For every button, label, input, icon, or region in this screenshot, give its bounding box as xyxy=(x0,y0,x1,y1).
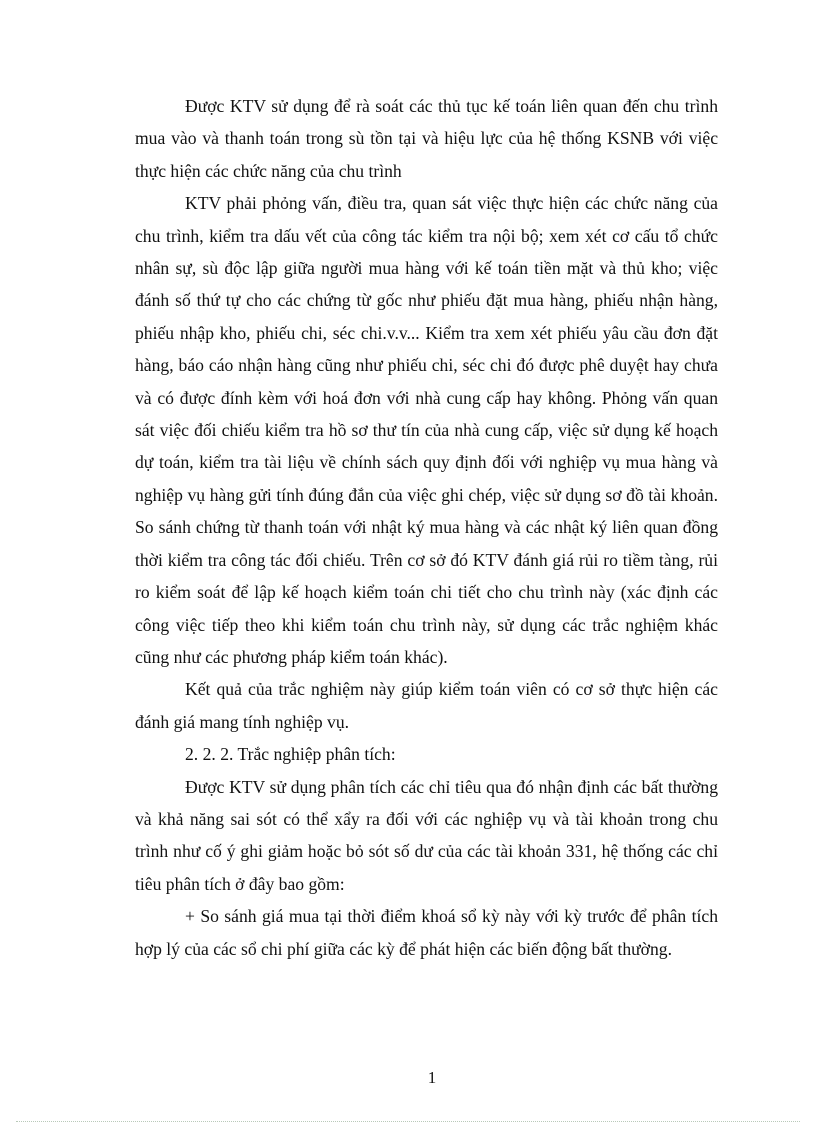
paragraph-test-result: Kết quả của trắc nghiệm này giúp kiểm toán viên có cơ sở thực hiện các đánh giá mang tính nghiệp vụ. xyxy=(135,679,718,732)
page-bottom-dotted-rule xyxy=(16,1121,800,1122)
paragraph-analytical-description: Được KTV sử dụng phân tích các chỉ tiêu qua đó nhận định các bất thường và khả năng sai sót có thể xẩy ra đối với các nghiệp vụ và tài khoản trong chu trình như cố ý ghi giảm hoặc bỏ sót số dư của các tài khoản 331, hệ thống các chỉ tiêu phân tích ở đây bao gồm: xyxy=(135,776,718,894)
section-heading-analytical-test: 2. 2. 2. Trắc nghiệp phân tích: xyxy=(185,744,396,765)
page-body xyxy=(135,90,718,965)
page-number: 1 xyxy=(427,1068,437,1087)
bullet-compare-purchase-price: + So sánh giá mua tại thời điểm khoá sổ kỳ này với kỳ trước để phân tích hợp lý của các sổ chi phí giữa các kỳ để phát hiện các biến động bất thường. xyxy=(135,906,718,959)
paragraph-substantive-test-purpose: Được KTV sử dụng để rà soát các thủ tục kế toán liên quan đến chu trình mua vào và thanh toán trong sù tồn tại và hiệu lực của hệ thống KSNB với việc thực hiện các chức năng của chu trình xyxy=(135,96,718,181)
paragraph-ktv-procedures: KTV phải phỏng vấn, điều tra, quan sát việc thực hiện các chức năng của chu trình, kiểm tra dấu vết của công tác kiểm tra nội bộ; xem xét cơ cấu tổ chức nhân sự, sù độc lập giữa người mua hàng với kế toán tiền mặt và thủ kho; việc đánh số thứ tự cho các chứng từ gốc như phiếu đặt mua hàng, phiếu nhận hàng, phiếu nhập kho, phiếu chi, séc chi.v.v... Kiểm tra xem xét phiếu yâu cầu đơn đặt hàng, báo cáo nhận hàng cũng như phiếu chi, séc chi đó được phê duyệt hay chưa và có được đính kèm với hoá đơn với nhà cung cấp hay không. Phỏng vấn quan sát việc đối chiếu kiểm tra hồ sơ thư tín của nhà cung cấp, việc sử dụng kế hoạch dự toán, kiểm tra tài liệu về chính sách quy định đối với nghiệp vụ mua hàng và nghiệp vụ hàng gửi tính đúng đắn của việc ghi chép, việc sử dụng sơ đồ tài khoản. So sánh chứng từ thanh toán với nhật ký mua hàng và các nhật ký liên quan đồng thời kiểm tra công tác đối chiếu. Trên cơ sở đó KTV đánh giá rủi ro tiềm tàng, rủi ro kiểm soát để lập kế hoạch kiểm toán chi tiết cho chu trình này (xác định các công việc tiếp theo khi kiểm toán chu trình này, sử dụng các trắc nghiệm khác cũng như các phương pháp kiểm toán khác). xyxy=(135,193,718,667)
